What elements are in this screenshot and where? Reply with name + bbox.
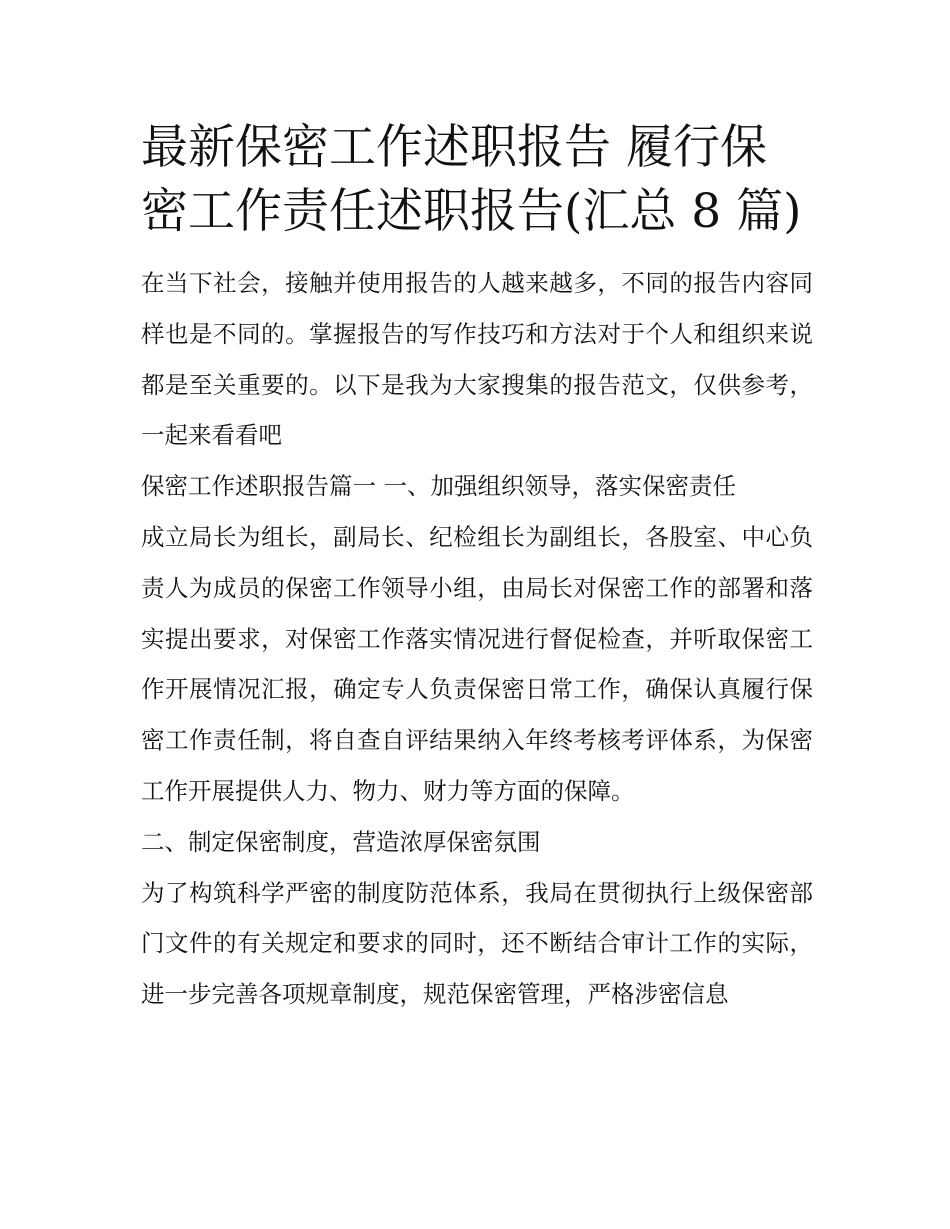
section-heading-1: 保密工作述职报告篇一 一、加强组织领导，落实保密责任 bbox=[141, 472, 736, 501]
document-body bbox=[141, 116, 813, 1020]
body-paragraph-2: 为了构筑科学严密的制度防范体系，我局在贯彻执行上级保密部门文件的有关规定和要求的同时，还不断结合审计工作的实际，进一步完善各项规章制度，规范保密管理，严格涉密信息 bbox=[141, 878, 813, 1009]
document-title: 最新保密工作述职报告 履行保密工作责任述职报告(汇总 8 篇) bbox=[141, 120, 802, 239]
body-paragraph-1: 成立局长为组长，副局长、纪检组长为副组长，各股室、中心负责人为成员的保密工作领导小组，由局长对保密工作的部署和落实提出要求，对保密工作落实情况进行督促检查，并听取保密工作开展情况汇报，确定专人负责保密日常工作，确保认真履行保密工作责任制，将自查自评结果纳入年终考核考评体系，为保密工作开展提供人力、物力、财力等方面的保障。 bbox=[141, 522, 813, 805]
section-heading-2: 二、制定保密制度，营造浓厚保密氛围 bbox=[141, 827, 541, 856]
intro-paragraph: 在当下社会，接触并使用报告的人越来越多，不同的报告内容同样也是不同的。掌握报告的写作技巧和方法对于个人和组织来说都是至关重要的。以下是我为大家搜集的报告范文，仅供参考，一起来看看吧 bbox=[141, 269, 813, 450]
